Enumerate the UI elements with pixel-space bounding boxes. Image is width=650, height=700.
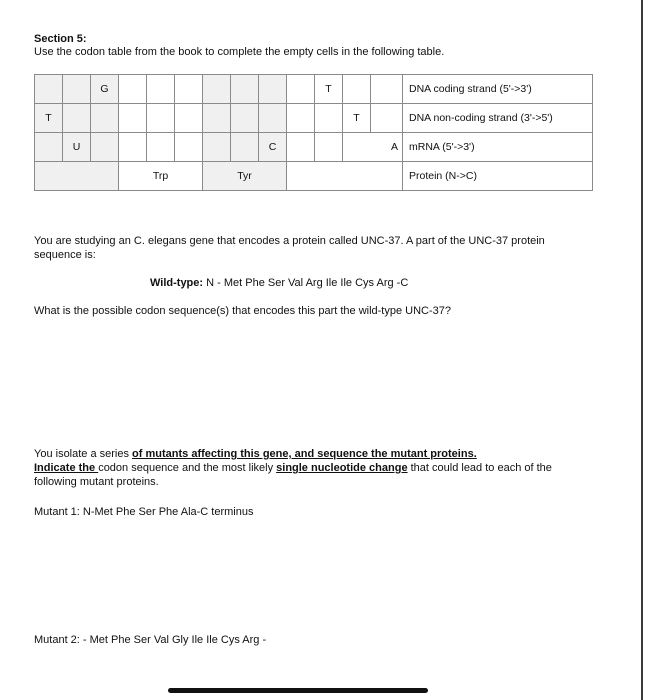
- cell[interactable]: [371, 75, 403, 104]
- cell[interactable]: [287, 75, 315, 104]
- section-instruction: Use the codon table from the book to complete the empty cells in the following table.: [34, 46, 445, 58]
- cell[interactable]: [315, 104, 343, 133]
- cell[interactable]: [287, 104, 315, 133]
- section-title: Section 5:: [34, 33, 87, 45]
- cell[interactable]: [119, 133, 147, 162]
- cell[interactable]: [287, 133, 315, 162]
- cell[interactable]: [231, 104, 259, 133]
- cell[interactable]: [147, 104, 175, 133]
- cell[interactable]: [63, 75, 91, 104]
- table-row-coding: [35, 75, 593, 104]
- question-text: What is the possible codon sequence(s) that encodes this part the wild-type UNC-37?: [34, 305, 451, 317]
- cell[interactable]: [231, 75, 259, 104]
- cell[interactable]: T: [343, 104, 371, 133]
- mutants-text-2: of mutants affecting this gene, and sequence the mutant proteins.: [132, 448, 477, 460]
- row-label-mrna: mRNA (5'->3'): [403, 133, 593, 162]
- cell[interactable]: [259, 104, 287, 133]
- cell[interactable]: [175, 75, 203, 104]
- cell[interactable]: [119, 75, 147, 104]
- cell[interactable]: [35, 162, 119, 191]
- cell[interactable]: [147, 75, 175, 104]
- cell[interactable]: [287, 162, 403, 191]
- mutants-paragraph: [34, 447, 594, 489]
- mutants-text-3: Indicate the: [34, 462, 99, 474]
- cell[interactable]: [203, 104, 231, 133]
- row-label-coding: DNA coding strand (5'->3'): [403, 75, 593, 104]
- table-row-mrna: [35, 133, 593, 162]
- intro-text: You are studying an C. elegans gene that encodes a protein called UNC-37. A part of the UNC-37 protein sequence is:: [34, 235, 545, 261]
- cell[interactable]: [63, 104, 91, 133]
- cell[interactable]: C: [259, 133, 287, 162]
- cell[interactable]: [371, 104, 403, 133]
- cell[interactable]: [35, 133, 63, 162]
- cell[interactable]: [315, 133, 343, 162]
- mutants-text-5: single nucleotide change: [276, 462, 408, 474]
- mutants-text-1: You isolate a series: [34, 448, 133, 460]
- cell[interactable]: [147, 133, 175, 162]
- cell[interactable]: Tyr: [203, 162, 287, 191]
- cell[interactable]: T: [315, 75, 343, 104]
- cell[interactable]: A: [343, 133, 403, 162]
- cell[interactable]: [175, 104, 203, 133]
- cell[interactable]: T: [35, 104, 63, 133]
- cell[interactable]: U: [63, 133, 91, 162]
- cell[interactable]: [203, 75, 231, 104]
- cell[interactable]: [231, 133, 259, 162]
- cell[interactable]: [343, 75, 371, 104]
- page-edge-line: [641, 0, 643, 700]
- table-row-noncoding: [35, 104, 593, 133]
- row-label-protein: Protein (N->C): [403, 162, 593, 191]
- home-indicator[interactable]: [168, 688, 428, 693]
- cell[interactable]: [119, 104, 147, 133]
- cell[interactable]: [91, 104, 119, 133]
- wildtype-sequence: N - Met Phe Ser Val Arg Ile Ile Cys Arg -C: [206, 277, 409, 289]
- cell[interactable]: [35, 75, 63, 104]
- cell[interactable]: [91, 133, 119, 162]
- cell[interactable]: G: [91, 75, 119, 104]
- row-label-noncoding: DNA non-coding strand (3'->5'): [403, 104, 593, 133]
- cell[interactable]: [175, 133, 203, 162]
- mutants-text-6: that could lead to each of the following mutant proteins.: [34, 462, 552, 488]
- cell[interactable]: Trp: [119, 162, 203, 191]
- mutant-2: Mutant 2: - Met Phe Ser Val Gly Ile Ile Cys Arg -: [34, 634, 267, 646]
- cell[interactable]: [259, 75, 287, 104]
- mutants-text-4: codon sequence and the most likely: [98, 462, 277, 474]
- wildtype-line: [150, 276, 408, 290]
- codon-table: [34, 74, 593, 191]
- mutant-1: Mutant 1: N-Met Phe Ser Phe Ala-C terminus: [34, 506, 254, 518]
- table-row-protein: [35, 162, 593, 191]
- cell[interactable]: [203, 133, 231, 162]
- wildtype-label: Wild-type:: [150, 277, 204, 289]
